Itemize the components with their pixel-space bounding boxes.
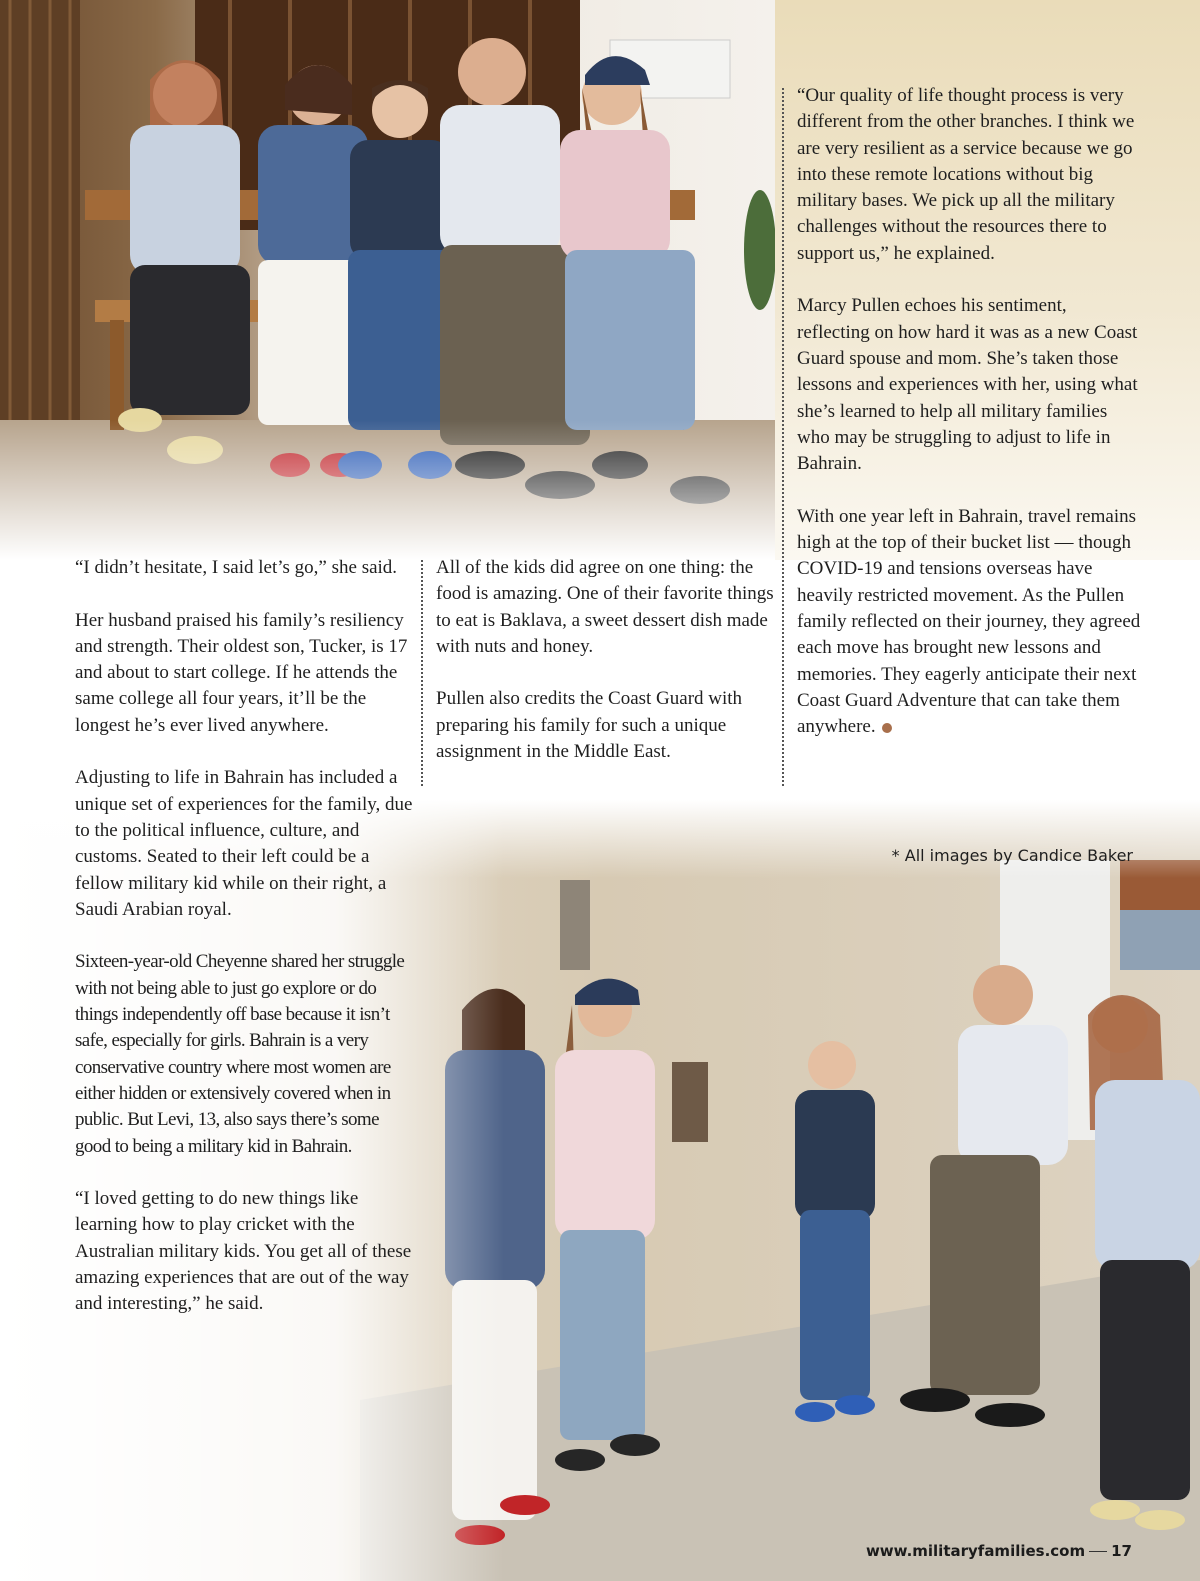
photo-family-on-bench xyxy=(0,0,775,560)
article-column-left xyxy=(75,555,415,1318)
paragraph-final xyxy=(797,504,1142,741)
paragraph-text: With one year left in Bahrain, travel remains high at the top of their bucket list — though COVID-19 and tensions overseas have heavily restricted movement. As the Pullen family reflected on their journey, they agreed each move has brought new lessons and memories. They eagerly anticipate their next Coast Guard Adventure that can take them anywhere. xyxy=(797,505,1141,738)
paragraph: Marcy Pullen echoes his sentiment, reflecting on how hard it was as a new Coast Guard spouse and mom. She’s taken those lessons and experiences with her, using what she’s learned to help all military families who may be struggling to adjust to life in Bahrain. xyxy=(797,295,1138,475)
footer-separator xyxy=(1089,1551,1107,1552)
page-number: 17 xyxy=(1111,1542,1132,1560)
paragraph: All of the kids did agree on one thing: the food is amazing. One of their favorite things to eat is Baklava, a sweet dessert dish made with nuts and honey. xyxy=(436,557,774,657)
paragraph: “I didn’t hesitate, I said let’s go,” she said. xyxy=(75,557,398,578)
paragraph: “I loved getting to do new things like learning how to play cricket with the Australian military kids. You get all of these amazing experiences that are out of the way and interesting,” he said. xyxy=(75,1188,412,1315)
photo-credit: * All images by Candice Baker xyxy=(891,846,1133,865)
page-footer xyxy=(866,1542,1132,1560)
paragraph: “Our quality of life thought process is very different from the other branches. I think we are very resilient as a service because we go into these remote locations without big military bases. We pick up all the military challenges without the resources there to support us,” he explained. xyxy=(797,85,1135,264)
paragraph: Pullen also credits the Coast Guard with preparing his family for such a unique assignment in the Middle East. xyxy=(436,688,743,763)
column-divider xyxy=(782,88,784,786)
article-column-right xyxy=(797,83,1142,740)
website-link[interactable]: www.militaryfamilies.com xyxy=(865,1542,1086,1560)
column-divider xyxy=(421,560,423,786)
end-of-article-dot-icon xyxy=(882,723,892,733)
paragraph: Sixteen-year-old Cheyenne shared her struggle with not being able to just go explore or do things independently off base because it isn’t safe, especially for girls. Bahrain is a very conservative country where most women are either hidden or extensively covered when in public. But Levi, 13, also says there’s some good to being a military kid in Bahrain. xyxy=(75,951,405,1157)
paragraph: Adjusting to life in Bahrain has included a unique set of experiences for the family, due to the political influence, culture, and customs. Seated to their left could be a fellow military kid while on their right, a Saudi Arabian royal. xyxy=(75,767,413,920)
article-column-middle xyxy=(436,555,776,765)
paragraph: Her husband praised his family’s resiliency and strength. Their oldest son, Tucker, is 17 and about to start college. If he attends the same college all four years, it’ll be the longest he’s ever lived anywhere. xyxy=(75,609,408,736)
